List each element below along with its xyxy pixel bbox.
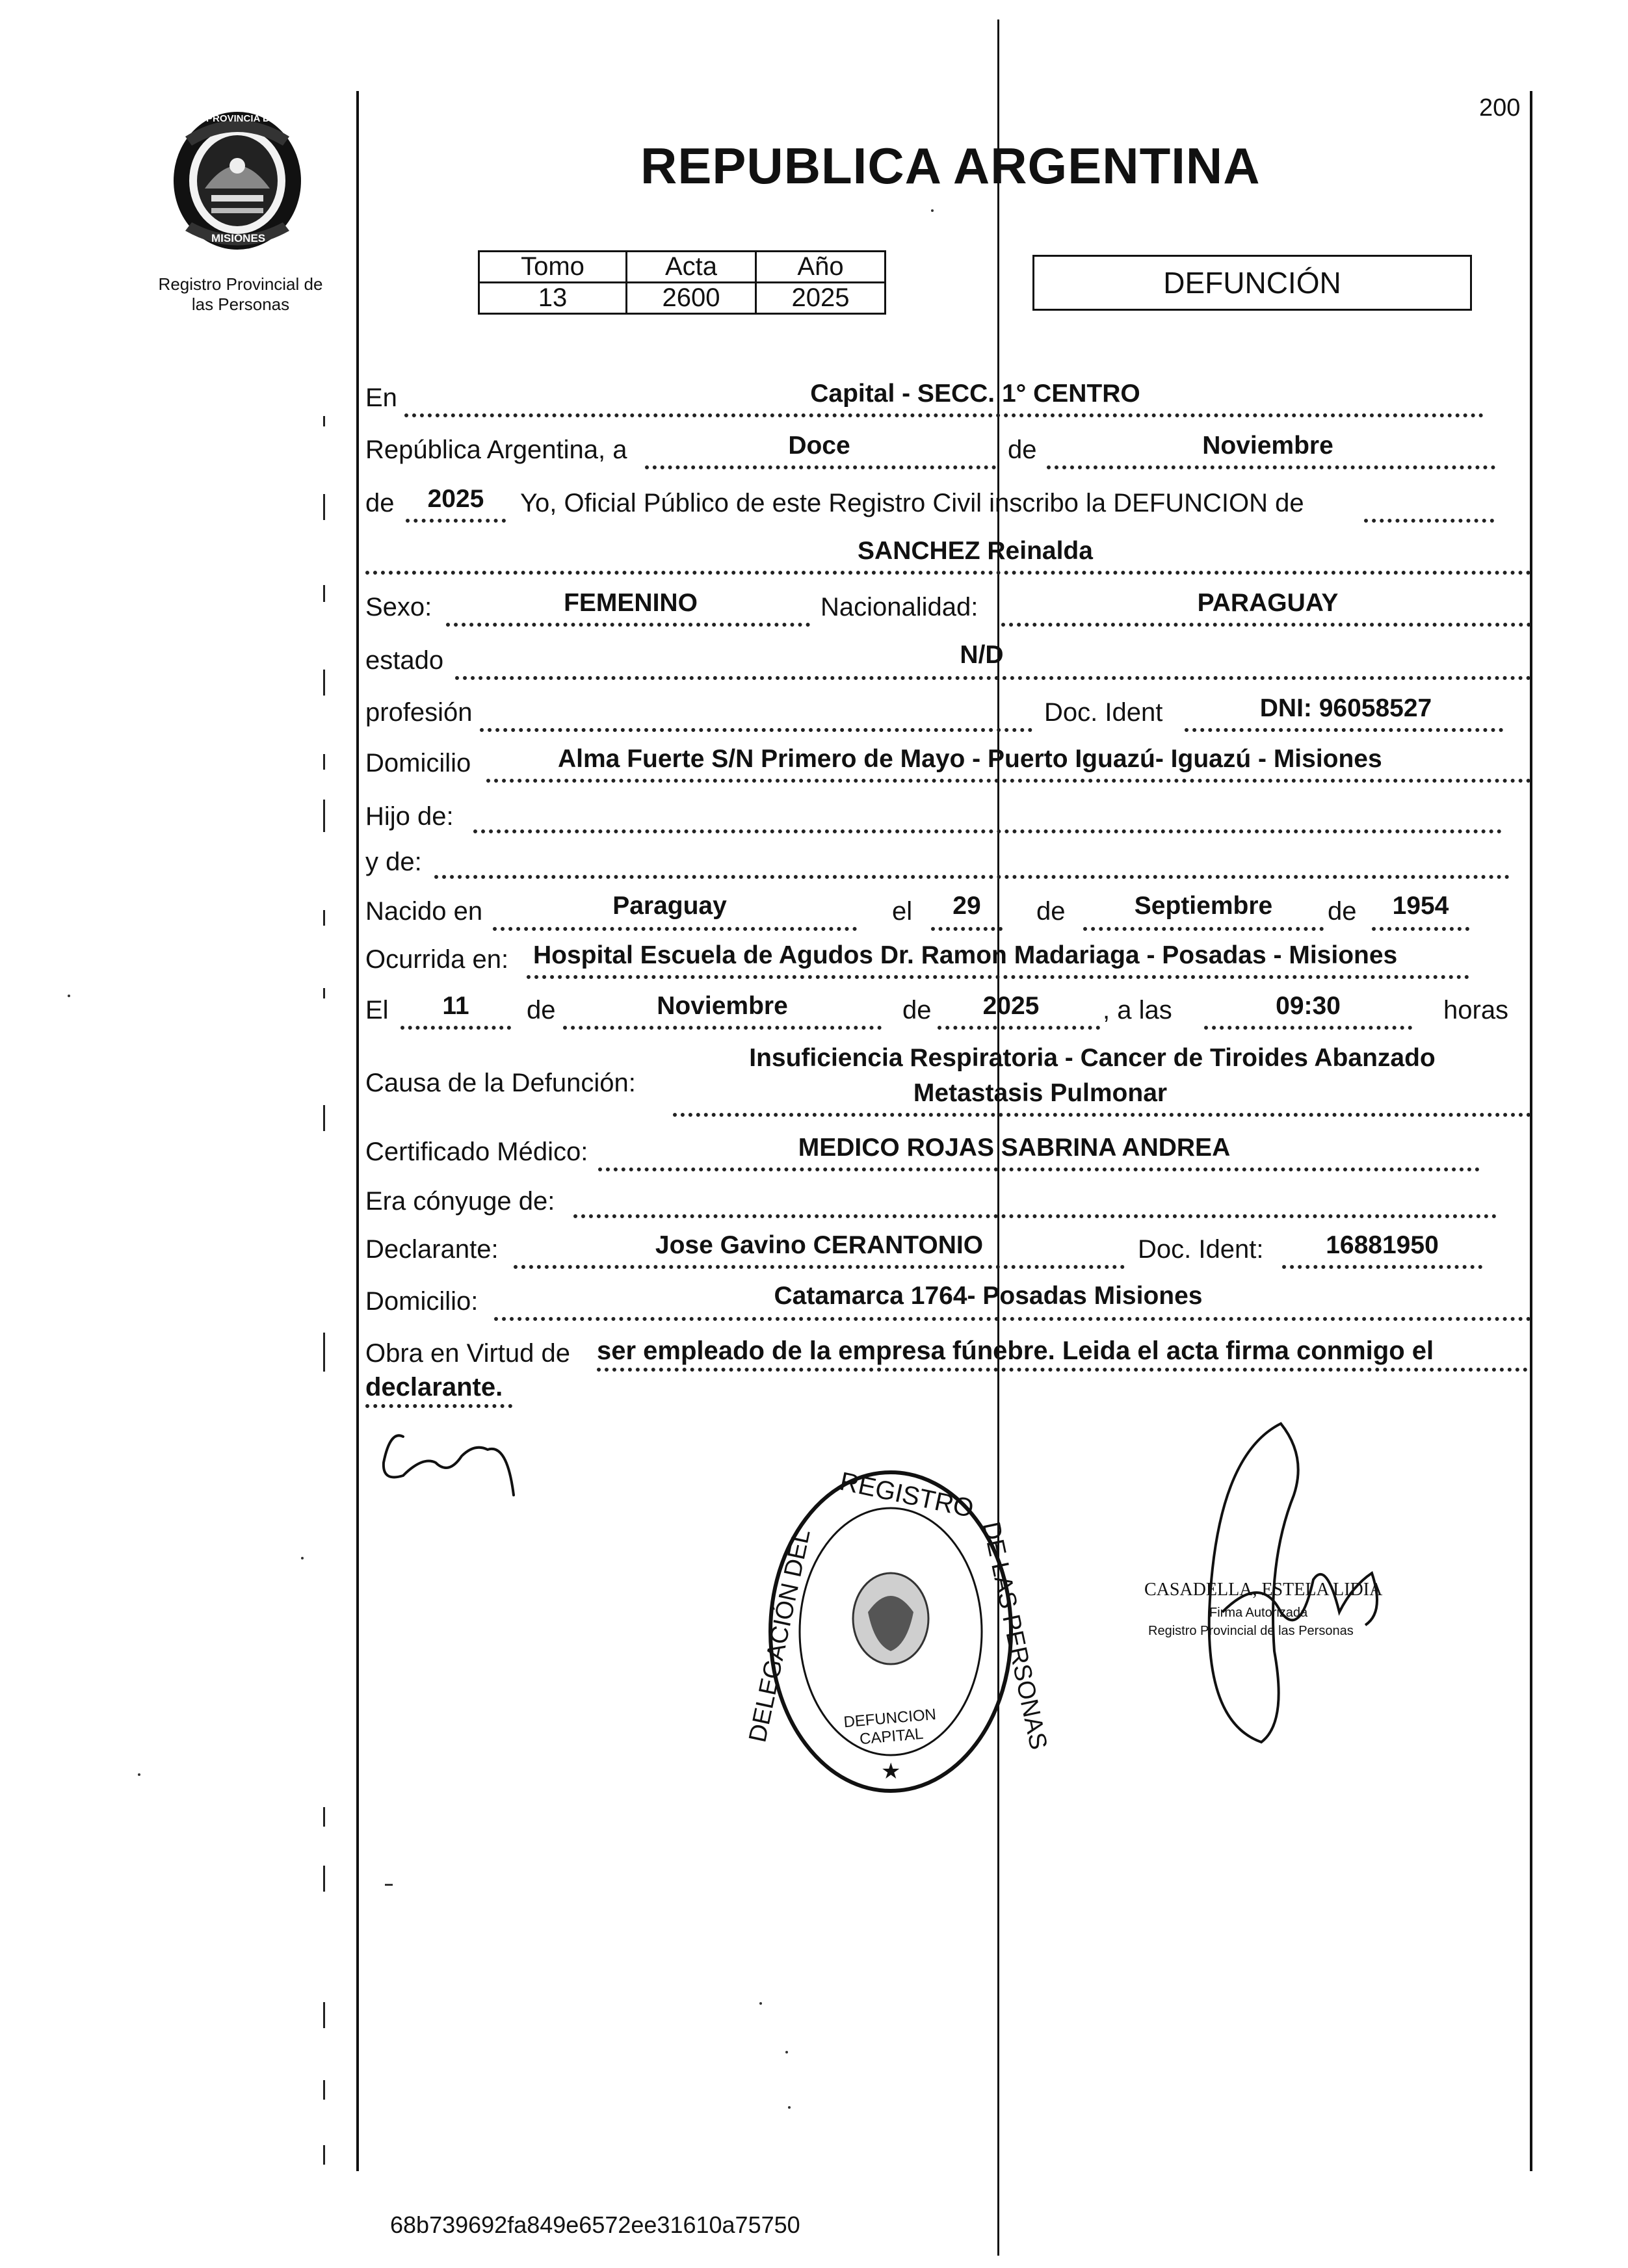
underline-nacido-en xyxy=(493,927,857,931)
official-stamp xyxy=(1144,1417,1469,1781)
underline-causa xyxy=(673,1113,1531,1117)
record-table xyxy=(478,250,886,315)
underline-declarante-doc xyxy=(1282,1265,1482,1269)
underline-mes-registro xyxy=(1047,465,1495,469)
value-nombre: SANCHEZ Reinalda xyxy=(858,537,1093,565)
value-dia-registro: Doce xyxy=(788,432,850,460)
label-el: el xyxy=(892,897,913,926)
margin-tick xyxy=(323,2145,325,2165)
value-obra-virtud-2: declarante. xyxy=(365,1373,503,1401)
label-domicilio-declarante: Domicilio: xyxy=(365,1287,479,1316)
value-tomo: 13 xyxy=(479,283,627,314)
label-doc-ident: Doc. Ident xyxy=(1044,698,1163,727)
header-tomo: Tomo xyxy=(479,252,627,283)
value-def-dia: 11 xyxy=(442,992,469,1020)
emblem-text-bottom: MISIONES xyxy=(211,232,266,244)
label-conyuge: Era cónyuge de: xyxy=(365,1187,555,1216)
underline-nac-anio xyxy=(1372,927,1469,931)
label-nacido-en: Nacido en xyxy=(365,897,483,926)
scan-speck xyxy=(785,2051,788,2053)
label-sexo: Sexo: xyxy=(365,593,432,621)
page-title: REPUBLICA ARGENTINA xyxy=(640,137,1261,194)
label-de-3: de xyxy=(1036,897,1066,926)
underline-hijo-de xyxy=(473,829,1502,833)
label-de-4: de xyxy=(1328,897,1357,926)
seal-star: ★ xyxy=(881,1759,901,1784)
scan-speck xyxy=(788,2106,791,2109)
margin-tick xyxy=(323,494,325,520)
value-nac-dia: 29 xyxy=(952,892,981,920)
margin-tick xyxy=(323,416,325,426)
left-margin-rule xyxy=(356,91,359,2171)
label-de-5: de xyxy=(527,996,556,1024)
value-documento: DNI: 96058527 xyxy=(1259,694,1432,722)
label-declarante: Declarante: xyxy=(365,1235,499,1264)
underline-nac-mes xyxy=(1083,927,1324,931)
underline-domicilio xyxy=(486,779,1531,783)
margin-tick xyxy=(323,910,325,926)
value-ocurrida-en: Hospital Escuela de Agudos Dr. Ramon Madariaga - Posadas - Misiones xyxy=(533,941,1398,969)
underline-def-hora xyxy=(1204,1026,1412,1030)
underline-yo-end xyxy=(1364,519,1494,523)
underline-y-de xyxy=(434,875,1510,879)
label-y-de: y de: xyxy=(365,848,422,876)
underline-def-anio xyxy=(938,1026,1100,1030)
label-horas: horas xyxy=(1443,996,1509,1024)
label-hijo-de: Hijo de: xyxy=(365,802,454,831)
value-declarante: Jose Gavino CERANTONIO xyxy=(655,1231,984,1259)
header-acta: Acta xyxy=(627,252,756,283)
stamp-official-role: Firma Autorizada xyxy=(1209,1606,1308,1620)
underline-nacionalidad xyxy=(1001,623,1531,627)
value-certificado: MEDICO ROJAS SABRINA ANDREA xyxy=(798,1134,1231,1162)
underline-ocurrida-en xyxy=(527,975,1469,979)
underline-documento xyxy=(1185,728,1503,732)
page-number: 200 xyxy=(1479,94,1521,122)
declarant-signature xyxy=(377,1417,572,1534)
underline-conyuge xyxy=(573,1214,1497,1218)
label-republica: República Argentina, a xyxy=(365,436,627,464)
label-de-1: de xyxy=(1008,436,1037,464)
value-domicilio-declarante: Catamarca 1764- Posadas Misiones xyxy=(774,1282,1203,1310)
margin-tick xyxy=(323,585,325,602)
seal-text-top: REGISTRO xyxy=(837,1466,977,1524)
scan-speck xyxy=(931,209,934,212)
label-profesion: profesión xyxy=(365,698,473,727)
label-causa: Causa de la Defunción: xyxy=(365,1069,636,1097)
underline-declarante xyxy=(514,1265,1125,1269)
scan-speck xyxy=(68,995,70,997)
margin-tick xyxy=(323,754,325,770)
value-domicilio: Alma Fuerte S/N Primero de Mayo - Puerto Iguazú- Iguazú - Misiones xyxy=(558,745,1382,773)
label-yo-oficial: Yo, Oficial Público de este Registro Civil inscribo la DEFUNCION de xyxy=(520,489,1304,517)
value-nac-anio: 1954 xyxy=(1392,892,1449,920)
underline-obra-virtud xyxy=(597,1368,1528,1372)
label-domicilio: Domicilio xyxy=(365,749,471,777)
margin-tick xyxy=(323,1807,325,1827)
margin-tick xyxy=(323,2002,325,2028)
margin-tick xyxy=(323,1333,325,1372)
scan-dash xyxy=(385,1884,393,1886)
label-en: En xyxy=(365,384,397,412)
underline-dia-registro xyxy=(645,465,996,469)
underline-nac-dia xyxy=(931,927,1003,931)
underline-certificado xyxy=(598,1167,1480,1171)
scan-speck xyxy=(759,2002,762,2005)
value-lugar: Capital - SECC. 1° CENTRO xyxy=(810,380,1140,408)
margin-tick xyxy=(323,800,325,832)
underline-anio-registro xyxy=(406,519,506,523)
stamp-official-office: Registro Provincial de las Personas xyxy=(1148,1624,1354,1638)
seal-text-right: DE LAS PERSONAS xyxy=(977,1519,1053,1753)
value-def-hora: 09:30 xyxy=(1276,992,1341,1020)
value-nacionalidad: PARAGUAY xyxy=(1197,589,1339,617)
scan-speck xyxy=(138,1773,140,1776)
value-declarante-doc: 16881950 xyxy=(1326,1231,1439,1259)
header-anio: Año xyxy=(756,252,886,283)
value-nac-mes: Septiembre xyxy=(1134,892,1273,920)
underline-lugar xyxy=(404,413,1484,417)
underline-sexo xyxy=(446,623,810,627)
underline-def-mes xyxy=(563,1026,882,1030)
scan-speck xyxy=(301,1557,304,1559)
value-sexo: FEMENINO xyxy=(564,589,698,617)
margin-tick xyxy=(323,670,325,696)
value-anio: 2025 xyxy=(756,283,886,314)
seal-text-left: DELEGACIÓN DEL xyxy=(744,1526,816,1745)
label-de-2: de xyxy=(365,489,395,517)
underline-estado xyxy=(455,676,1531,680)
label-nacionalidad: Nacionalidad: xyxy=(821,593,978,621)
seal-text-inner: DEFUNCION CAPITAL xyxy=(843,1705,937,1749)
label-de-6: de xyxy=(902,996,932,1024)
label-certificado: Certificado Médico: xyxy=(365,1138,588,1166)
margin-tick xyxy=(323,2080,325,2100)
value-def-anio: 2025 xyxy=(982,992,1040,1020)
document-hash: 68b739692fa849e6572ee31610a75750 xyxy=(390,2211,800,2238)
label-a-las: , a las xyxy=(1103,996,1172,1024)
provincial-emblem xyxy=(166,104,309,254)
margin-tick xyxy=(323,1866,325,1892)
emblem-text-top: PROVINCIA DE xyxy=(206,113,276,124)
value-anio-registro: 2025 xyxy=(427,485,484,513)
value-nacido-en: Paraguay xyxy=(612,892,727,920)
margin-tick xyxy=(323,1105,325,1131)
registry-name-line2: las Personas xyxy=(191,294,290,314)
value-def-mes: Noviembre xyxy=(657,992,788,1020)
registry-name-line1: Registro Provincial de xyxy=(158,274,323,294)
value-causa-line2: Metastasis Pulmonar xyxy=(913,1079,1168,1107)
value-causa-line1: Insuficiencia Respiratoria - Cancer de Tiroides Abanzado xyxy=(749,1044,1436,1072)
label-estado: estado xyxy=(365,646,444,675)
official-seal xyxy=(744,1463,1053,1801)
value-mes-registro: Noviembre xyxy=(1202,432,1333,460)
label-declarante-doc: Doc. Ident: xyxy=(1138,1235,1264,1264)
value-obra-virtud-1: ser empleado de la empresa fúnebre. Leida el acta firma conmigo el xyxy=(597,1336,1434,1365)
underline-obra-virtud-2 xyxy=(365,1404,512,1408)
underline-domicilio-declarante xyxy=(494,1317,1531,1321)
underline-profesion xyxy=(480,728,1032,732)
label-obra-virtud: Obra en Virtud de xyxy=(365,1339,571,1368)
value-estado: N/D xyxy=(960,641,1004,669)
underline-def-dia xyxy=(400,1026,511,1030)
label-ocurrida-en: Ocurrida en: xyxy=(365,945,509,974)
value-acta: 2600 xyxy=(627,283,756,314)
right-margin-rule xyxy=(1530,91,1532,2171)
stamp-official-name: CASADELLA, ESTELA LIDIA xyxy=(1144,1580,1383,1600)
label-el-cap: El xyxy=(365,996,389,1024)
underline-nombre xyxy=(365,571,1531,575)
record-type-box: DEFUNCIÓN xyxy=(1032,255,1472,311)
margin-tick xyxy=(323,988,325,998)
